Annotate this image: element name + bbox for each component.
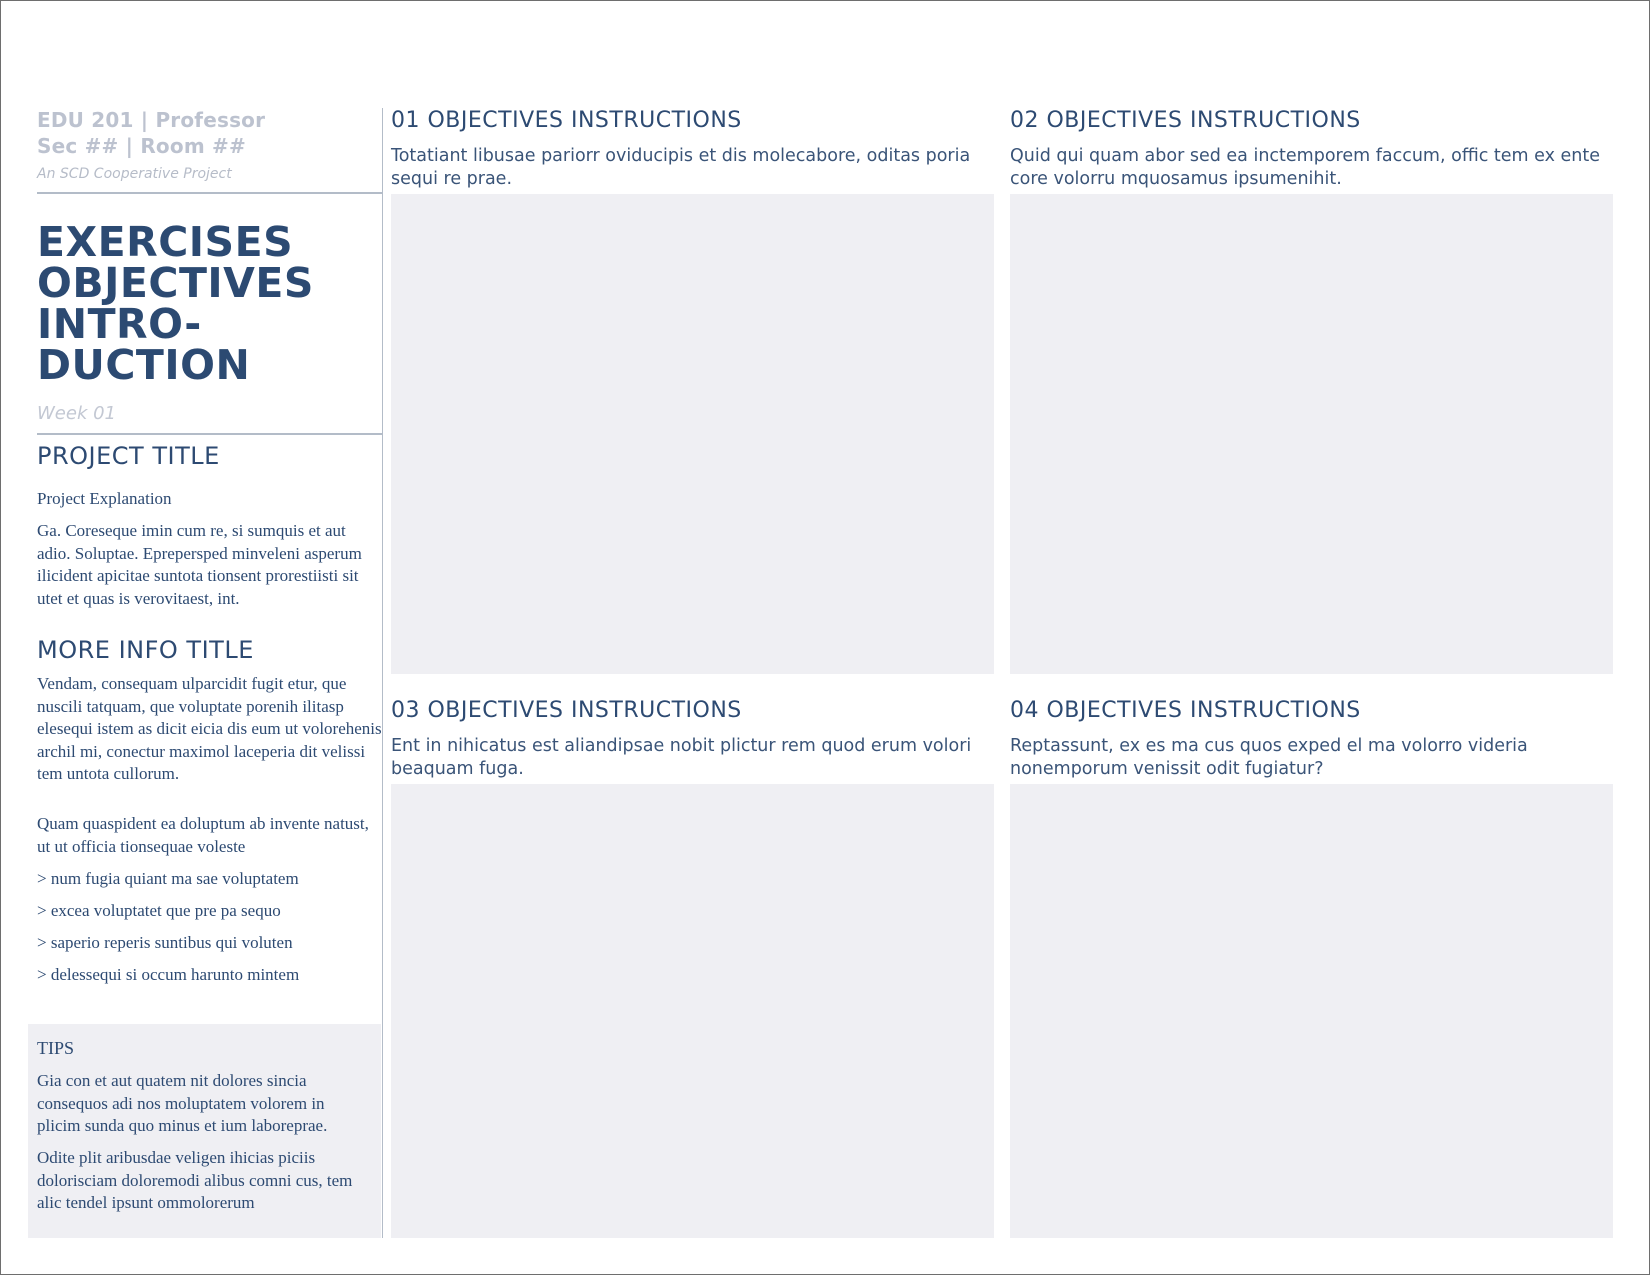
week-label: Week 01 <box>37 403 116 424</box>
course-info-line: EDU 201 | Professor <box>37 108 266 132</box>
page-title-line: INTRO- <box>37 300 202 348</box>
page-title-line: OBJECTIVES <box>37 259 314 307</box>
tips-title: TIPS <box>37 1038 75 1058</box>
list-item: > num fugia quiant ma sae voluptatem <box>37 869 299 888</box>
objective-title: 03 OBJECTIVES INSTRUCTIONS <box>391 698 742 723</box>
objective-description: Ent in nihicatus est aliandipsae nobit plictur rem quod erum volori beaquam fuga. <box>391 736 972 779</box>
objective-work-area <box>391 194 994 674</box>
list-item: > excea voluptatet que pre pa sequo <box>37 901 281 920</box>
page-title-line: EXERCISES <box>37 218 294 266</box>
objective-title: 02 OBJECTIVES INSTRUCTIONS <box>1010 108 1361 133</box>
objective-work-area <box>1010 784 1613 1238</box>
project-explanation-label: Project Explanation <box>37 489 172 508</box>
project-title: PROJECT TITLE <box>37 442 220 470</box>
section-room-line: Sec ## | Room ## <box>37 134 246 158</box>
cooperative-project-note: An SCD Cooperative Project <box>37 166 232 182</box>
more-info-body: Vendam, consequam ulparcidit fugit etur, que nuscili tatquam, que voluptate porenih ilitasp elesequi istem as dicit eicia dis eum ut volorehenis archil mi, conectur maximol laceperia dit velissi tem untota cullorum. <box>37 674 382 783</box>
objective-work-area <box>391 784 994 1238</box>
objective-description: Quid qui quam abor sed ea inctemporem faccum, offic tem ex ente core volorru mquosamus ipsumenihit. <box>1010 146 1601 189</box>
divider <box>37 433 382 435</box>
tips-box <box>28 1024 381 1238</box>
divider <box>37 192 382 194</box>
objective-description: Reptassunt, ex es ma cus quos exped el ma volorro videria nonemporum venissit odit fugiatur? <box>1010 736 1528 779</box>
objective-title: 01 OBJECTIVES INSTRUCTIONS <box>391 108 742 133</box>
objective-title: 04 OBJECTIVES INSTRUCTIONS <box>1010 698 1361 723</box>
more-info-title: MORE INFO TITLE <box>37 636 254 664</box>
tips-paragraph: Odite plit aribusdae veligen ihicias piciis dolorisciam doloremodi alibus comni cus, tem alic tendel ipsunt ommolorerum <box>37 1148 353 1212</box>
objective-work-area <box>1010 194 1613 674</box>
project-explanation-body: Ga. Coreseque imin cum re, si sumquis et aut adio. Soluptae. Eprepersped minveleni asperum ilicident apicitae suntota tionsent prorestiisti sit utet et quas is verovitaest, int. <box>37 521 362 608</box>
page-title-line: DUCTION <box>37 341 251 389</box>
tips-paragraph: Gia con et aut quatem nit dolores sincia consequos adi nos moluptatem volorem in plicim sunda quo minus et ium laboreprae. <box>37 1071 328 1135</box>
more-info-list <box>37 868 299 996</box>
more-info-intro: Quam quaspident ea doluptum ab invente natust, ut ut officia tionsequae voleste <box>37 814 369 856</box>
page-title <box>37 218 314 389</box>
list-item: > saperio reperis suntibus qui voluten <box>37 933 293 952</box>
objective-description: Totatiant libusae pariorr oviducipis et dis molecabore, oditas poria sequi re prae. <box>391 146 971 189</box>
list-item: > delessequi si occum harunto mintem <box>37 965 300 984</box>
sidebar <box>28 108 383 1238</box>
